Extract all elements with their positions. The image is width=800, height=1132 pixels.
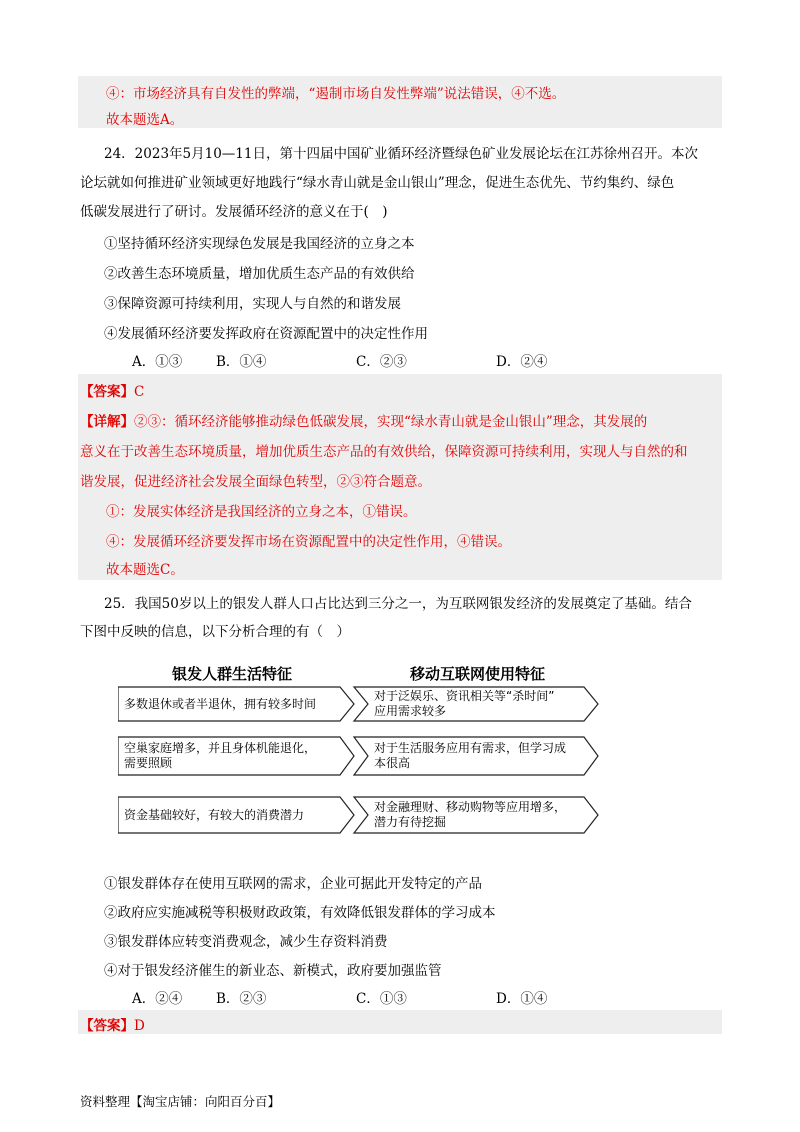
q25-option-a: A．②④ <box>132 991 183 1007</box>
row2-right-text-1: 对于生活服务应用有需求，但学习成 <box>374 741 567 755</box>
row3-left-text: 资金基础较好，有较大的消费潜力 <box>124 808 305 822</box>
prev-answer-line: ④：市场经济具有自发性的弊端，“遏制市场自发性弊端”说法错误，④不选。 <box>106 86 566 102</box>
q24-item-3: ③保障资源可持续利用，实现人与自然的和谐发展 <box>104 296 401 312</box>
q24-detail-line-5: ④：发展循环经济要发挥市场在资源配置中的决定性作用，④错误。 <box>106 534 511 550</box>
q24-stem-line-3: 低碳发展进行了研讨。发展循环经济的意义在于( ) <box>80 204 388 220</box>
q25-option-d: D．①④ <box>496 991 548 1007</box>
diagram-right-title: 移动互联网使用特征 <box>410 665 546 683</box>
q25-answer-label: 【答案】 <box>80 1018 134 1034</box>
q25-diagram <box>118 655 608 845</box>
q24-answer <box>80 380 144 400</box>
q24-stem-line-1: 24．2023年5月10—11日，第十四届中国矿业循环经济暨绿色矿业发展论坛在江苏徐州召开。本次 <box>104 146 698 162</box>
q25-option-c: C．①③ <box>356 991 407 1007</box>
row1-right-text-1: 对于泛娱乐、资讯相关等“杀时间” <box>374 689 555 703</box>
q24-detail-text-1: ②③：循环经济能够推动绿色低碳发展，实现“绿水青山就是金山银山”理念，其发展的 <box>134 414 648 430</box>
q24-detail-line-1 <box>80 410 647 430</box>
row2-left-text-2: 需要照顾 <box>124 756 173 770</box>
q24-item-2: ②改善生态环境质量，增加优质生态产品的有效供给 <box>104 266 415 282</box>
q24-item-4: ④发展循环经济要发挥政府在资源配置中的决定性作用 <box>104 326 428 342</box>
q24-option-d: D．②④ <box>496 354 548 370</box>
q25-answer <box>80 1014 145 1034</box>
row3-right-text-2: 潜力有待挖掘 <box>374 815 447 829</box>
row1-left-text: 多数退休或者半退休，拥有较多时间 <box>124 697 317 711</box>
q25-stem-line-1: 25．我国50岁以上的银发人群人口占比达到三分之一，为互联网银发经济的发展奠定了基础。结合 <box>104 596 692 612</box>
q25-option-b: B．②③ <box>216 991 267 1007</box>
q25-item-2: ②政府应实施减税等积极财政政策，有效降低银发群体的学习成本 <box>104 905 496 921</box>
diagram-left-title: 银发人群生活特征 <box>172 665 293 683</box>
q25-item-4: ④对于银发经济催生的新业态、新模式，政府要加强监管 <box>104 963 442 979</box>
q24-detail-line-4: ①：发展实体经济是我国经济的立身之本，①错误。 <box>106 504 417 520</box>
q24-detail-label: 【详解】 <box>80 414 134 430</box>
row2-right-text-2: 本很高 <box>374 756 411 770</box>
q24-detail-line-6: 故本题选C。 <box>106 562 184 578</box>
q24-answer-value: C <box>134 384 145 400</box>
q24-option-b: B．①④ <box>216 354 267 370</box>
row2-left-text-1: 空巢家庭增多，并且身体机能退化， <box>124 741 317 755</box>
q24-detail-line-2: 意义在于改善生态环境质量，增加优质生态产品的有效供给，保障资源可持续利用，实现人与自然的和 <box>80 444 688 460</box>
row3-right-text-1: 对金融理财、移动购物等应用增多， <box>374 800 567 814</box>
q25-answer-value: D <box>134 1018 145 1034</box>
row1-right-text-2: 应用需求较多 <box>374 704 447 718</box>
q24-stem-line-2: 论坛就如何推进矿业领域更好地践行“绿水青山就是金山银山”理念，促进生态优先、节约集约、绿色 <box>80 175 675 191</box>
prev-answer-conclusion: 故本题选A。 <box>106 112 184 128</box>
q25-answer-block <box>78 1010 722 1034</box>
q24-answer-label: 【答案】 <box>80 384 134 400</box>
page-footer: 资料整理【淘宝店铺：向阳百分百】 <box>80 1094 281 1109</box>
q24-option-a: A．①③ <box>132 354 183 370</box>
q24-item-1: ①坚持循环经济实现绿色发展是我国经济的立身之本 <box>104 236 415 252</box>
q25-item-1: ①银发群体存在使用互联网的需求，企业可据此开发特定的产品 <box>104 876 482 892</box>
q25-item-3: ③银发群体应转变消费观念，减少生存资料消费 <box>104 934 388 950</box>
q24-option-c: C．②③ <box>356 354 407 370</box>
q24-detail-line-3: 谐发展，促进经济社会发展全面绿色转型，②③符合题意。 <box>80 474 431 490</box>
q25-stem-line-2: 下图中反映的信息，以下分析合理的有（ ） <box>80 624 350 640</box>
